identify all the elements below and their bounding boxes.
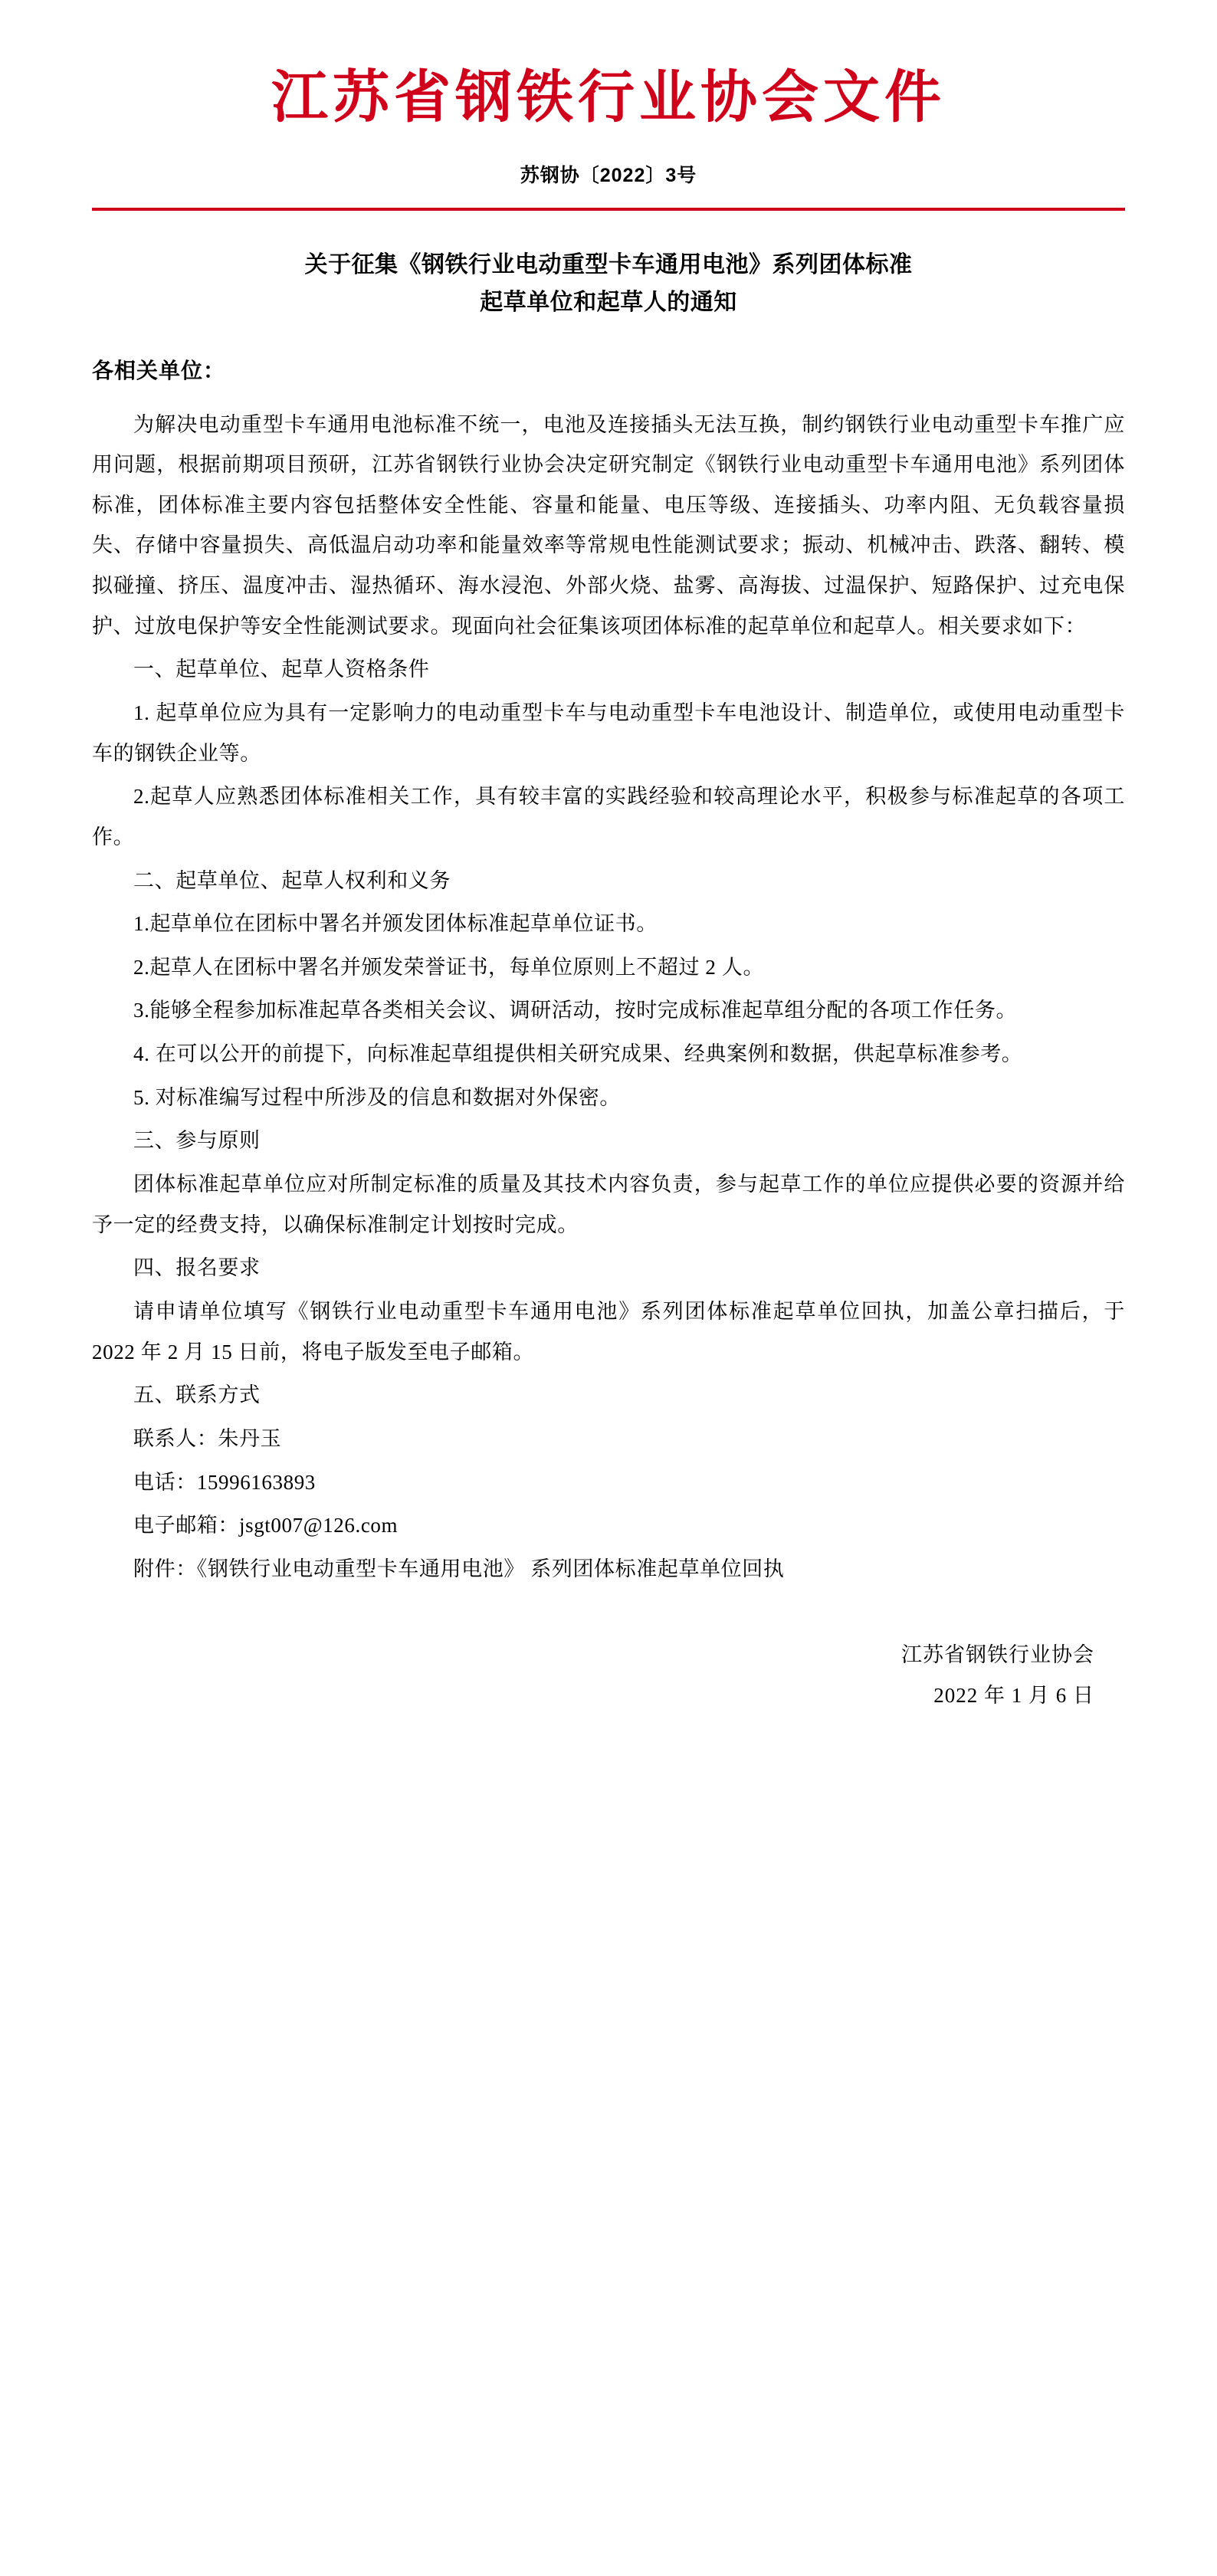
red-divider-rule — [92, 208, 1125, 211]
body-paragraph: 为解决电动重型卡车通用电池标准不统一，电池及连接插头无法互换，制约钢铁行业电动重型卡车推广应用问题，根据前期项目预研，江苏省钢铁行业协会决定研究制定《钢铁行业电动重型卡车通用电池》系列团体标准，团体标准主要内容包括整体安全性能、容量和能量、电压等级、连接插头、功率内阻、无负载容量损失、存储中容量损失、高低温启动功率和能量效率等常规电性能测试要求；振动、机械冲击、跌落、翻转、模拟碰撞、挤压、温度冲击、湿热循环、海水浸泡、外部火烧、盐雾、高海拔、过温保护、短路保护、过充电保护、过放电保护等安全性能测试要求。现面向社会征集该项团体标准的起草单位和起草人。相关要求如下： — [92, 412, 1125, 638]
document-header — [92, 63, 1125, 188]
contact-email: 电子邮箱：jsgt007@126.com — [133, 1514, 399, 1537]
document-body — [92, 405, 1125, 1590]
document-title — [123, 246, 1094, 322]
body-paragraph: 5. 对标准编写过程中所涉及的信息和数据对外保密。 — [133, 1085, 621, 1109]
signature-block — [92, 1635, 1125, 1715]
body-paragraph: 五、联系方式 — [133, 1383, 261, 1407]
attachment-note: 附件：《钢铁行业电动重型卡车通用电池》 系列团体标准起草单位回执 — [133, 1557, 785, 1580]
document-title-line-1: 关于征集《钢铁行业电动重型卡车通用电池》系列团体标准 — [304, 251, 913, 277]
body-paragraph: 2.起草人在团标中署名并颁发荣誉证书，每单位原则上不超过 2 人。 — [133, 955, 765, 979]
body-paragraph: 1. 起草单位应为具有一定影响力的电动重型卡车与电动重型卡车电池设计、制造单位，或使用电动重型卡车的钢铁企业等。 — [92, 701, 1125, 765]
body-paragraph: 三、参与原则 — [133, 1129, 261, 1153]
signature-organization: 江苏省钢铁行业协会 — [901, 1643, 1094, 1667]
issuing-organization-title: 江苏省钢铁行业协会文件 — [271, 67, 946, 130]
body-paragraph: 3.能够全程参加标准起草各类相关会议、调研活动，按时完成标准起草组分配的各项工作任务。 — [133, 999, 1018, 1022]
body-paragraph: 一、起草单位、起草人资格条件 — [133, 658, 430, 681]
body-paragraph: 请申请单位填写《钢铁行业电动重型卡车通用电池》系列团体标准起草单位回执，加盖公章扫描后，于 2022 年 2 月 15 日前，将电子版发至电子邮箱。 — [92, 1299, 1125, 1363]
document-number: 苏钢协〔2022〕3号 — [520, 164, 697, 186]
body-paragraph: 2.起草人应熟悉团体标准相关工作，具有较丰富的实践经验和较高理论水平，积极参与标准起草的各项工作。 — [92, 785, 1125, 848]
contact-person: 联系人：朱丹玉 — [133, 1426, 282, 1450]
body-paragraph: 4. 在可以公开的前提下，向标准起草组提供相关研究成果、经典案例和数据，供起草标准参考。 — [133, 1042, 1023, 1066]
contact-phone: 电话：15996163893 — [133, 1470, 316, 1494]
document-title-line-2: 起草单位和起草人的通知 — [480, 290, 737, 315]
body-paragraph: 1.起草单位在团标中署名并颁发团体标准起草单位证书。 — [133, 912, 658, 936]
body-paragraph: 四、报名要求 — [133, 1256, 261, 1280]
body-paragraph: 二、起草单位、起草人权利和义务 — [133, 868, 451, 892]
signature-date: 2022 年 1 月 6 日 — [933, 1684, 1094, 1708]
body-paragraph: 团体标准起草单位应对所制定标准的质量及其技术内容负责，参与起草工作的单位应提供必要的资源并给予一定的经费支持，以确保标准制定计划按时完成。 — [92, 1173, 1125, 1236]
salutation: 各相关单位： — [92, 358, 226, 382]
